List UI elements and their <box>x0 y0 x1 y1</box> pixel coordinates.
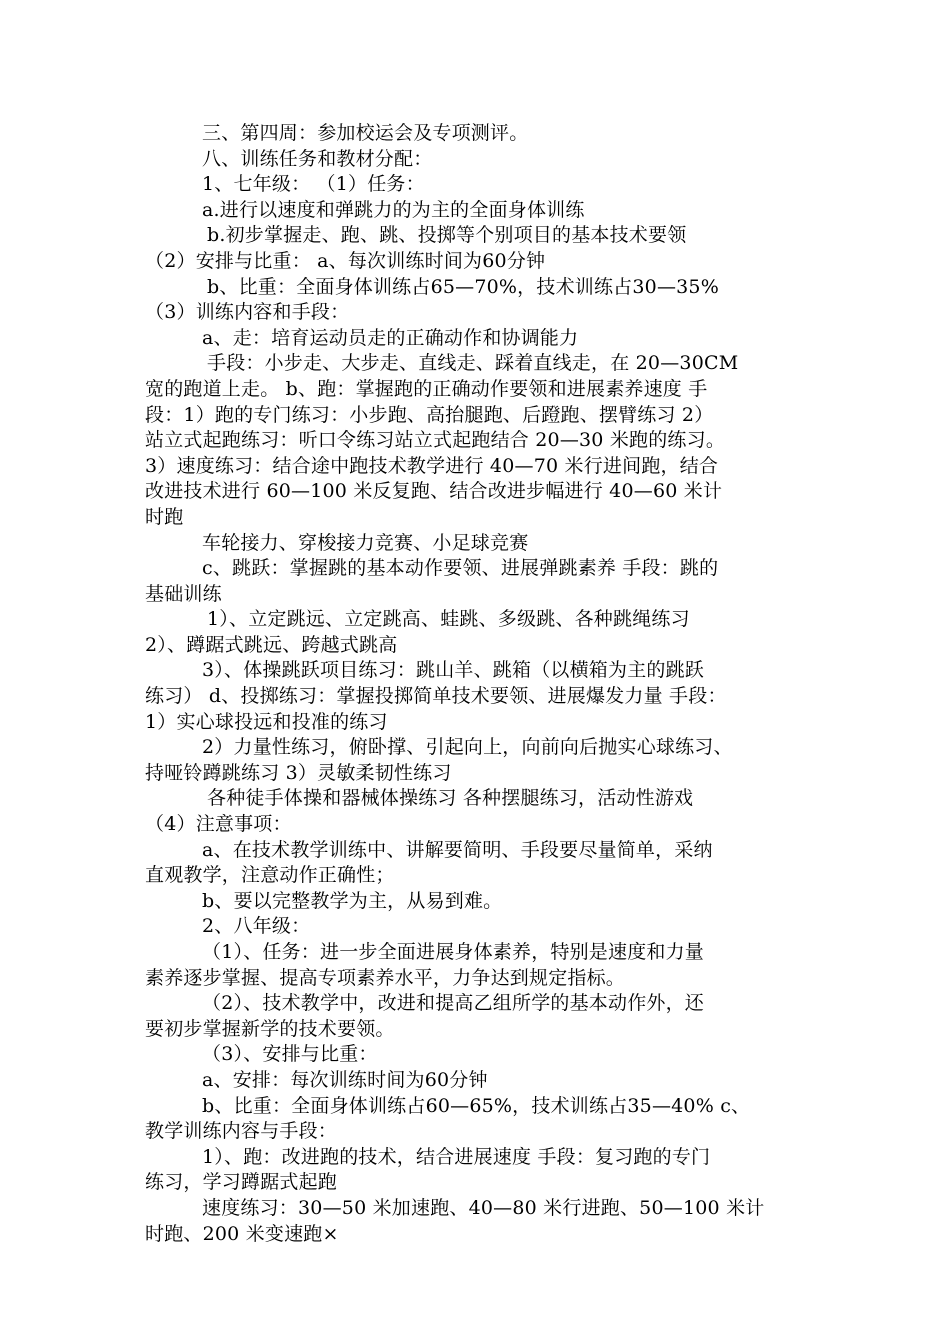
text-line: 站立式起跑练习：听口令练习站立式起跑结合 20—30 米跑的练习。 <box>145 429 726 452</box>
text-line: 2）力量性练习，俯卧撑、引起向上，向前向后抛实心球练习、 <box>202 736 733 759</box>
text-line: 3）、体操跳跃项目练习：跳山羊、跳箱（以横箱为主的跳跃 <box>202 659 704 682</box>
text-line: 段：1）跑的专门练习：小步跑、高抬腿跑、后蹬跑、摆臂练习 2） <box>145 403 714 426</box>
text-line: a、走：培育运动员走的正确动作和协调能力 <box>202 326 579 349</box>
text-line: b、要以完整教学为主，从易到难。 <box>202 889 503 912</box>
text-line: 手段：小步走、大步走、直线走、踩着直线走，在 20—30CM <box>207 352 739 375</box>
text-line: （3）训练内容和手段： <box>145 301 350 324</box>
text-line: a.进行以速度和弹跳力的为主的全面身体训练 <box>202 198 585 221</box>
text-line: 车轮接力、穿梭接力竞赛、小足球竞赛 <box>202 531 529 554</box>
text-line: 要初步掌握新学的技术要领。 <box>145 1017 395 1040</box>
text-line: a、安排：每次训练时间为60分钟 <box>202 1068 488 1091</box>
text-line: （4）注意事项： <box>145 813 292 836</box>
text-line: a、在技术教学训练中、讲解要简明、手段要尽量简单，采纳 <box>202 838 713 861</box>
text-line: 2、八年级： <box>202 915 311 938</box>
text-line: 练习） d、投掷练习：掌握投掷简单技术要领、进展爆发力量 手段： <box>145 685 727 708</box>
text-line: c、跳跃：掌握跳的基本动作要领、进展弹跳素养 手段：跳的 <box>202 557 719 580</box>
text-line: 速度练习：30—50 米加速跑、40—80 米行进跑、50—100 米计 <box>202 1196 765 1219</box>
text-line: 1、七年级： （1）任务： <box>202 173 425 196</box>
text-line: 1）实心球投远和投准的练习 <box>145 710 388 733</box>
text-line: （2）安排与比重： a、每次训练时间为60分钟 <box>145 249 546 272</box>
text-line: 改进技术进行 60—100 米反复跑、结合改进步幅进行 40—60 米计 <box>145 480 723 503</box>
text-line: （1）、任务：进一步全面进展身体素养，特别是速度和力量 <box>202 941 704 963</box>
text-line: 1）、立定跳远、立定跳高、蛙跳、多级跳、各种跳绳练习 <box>207 608 690 631</box>
text-line: （3）、安排与比重： <box>202 1043 378 1066</box>
text-line: 时跑、200 米变速跑× <box>145 1222 339 1245</box>
text-line: 基础训练 <box>145 582 222 605</box>
text-line: （2）、技术教学中，改进和提高乙组所学的基本动作外，还 <box>202 992 704 1015</box>
text-line: 宽的跑道上走。 b、跑：掌握跑的正确动作要领和进展素养速度 手 <box>145 377 708 400</box>
text-line: 3）速度练习：结合途中跑技术教学进行 40—70 米行进间跑，结合 <box>145 454 719 477</box>
text-line: 2）、蹲踞式跳远、跨越式跳高 <box>145 633 398 656</box>
text-line: 1）、跑：改进跑的技术，结合进展速度 手段：复习跑的专门 <box>202 1145 711 1168</box>
text-line: 练习，学习蹲踞式起跑 <box>145 1171 338 1194</box>
text-line: 各种徒手体操和器械体操练习 各种摆腿练习，活动性游戏 <box>207 787 694 810</box>
document-body <box>145 121 815 1247</box>
text-line: 直观教学，注意动作正确性； <box>145 864 395 887</box>
text-line: 三、第四周：参加校运会及专项测评。 <box>202 122 529 144</box>
text-line: 教学训练内容与手段： <box>145 1120 338 1143</box>
text-line: b.初步掌握走、跑、跳、投掷等个别项目的基本技术要领 <box>207 224 687 247</box>
text-line: 八、训练任务和教材分配： <box>202 147 433 170</box>
text-line: 时跑 <box>145 505 184 528</box>
text-line: b、比重：全面身体训练占65—70%，技术训练占30—35% <box>207 275 719 298</box>
text-line: 持哑铃蹲跳练习 3）灵敏柔韧性练习 <box>145 761 452 784</box>
text-line: 素养逐步掌握、提高专项素养水平，力争达到规定指标。 <box>145 966 626 989</box>
text-line: b、比重：全面身体训练占60—65%，技术训练占35—40% c、 <box>202 1094 751 1117</box>
